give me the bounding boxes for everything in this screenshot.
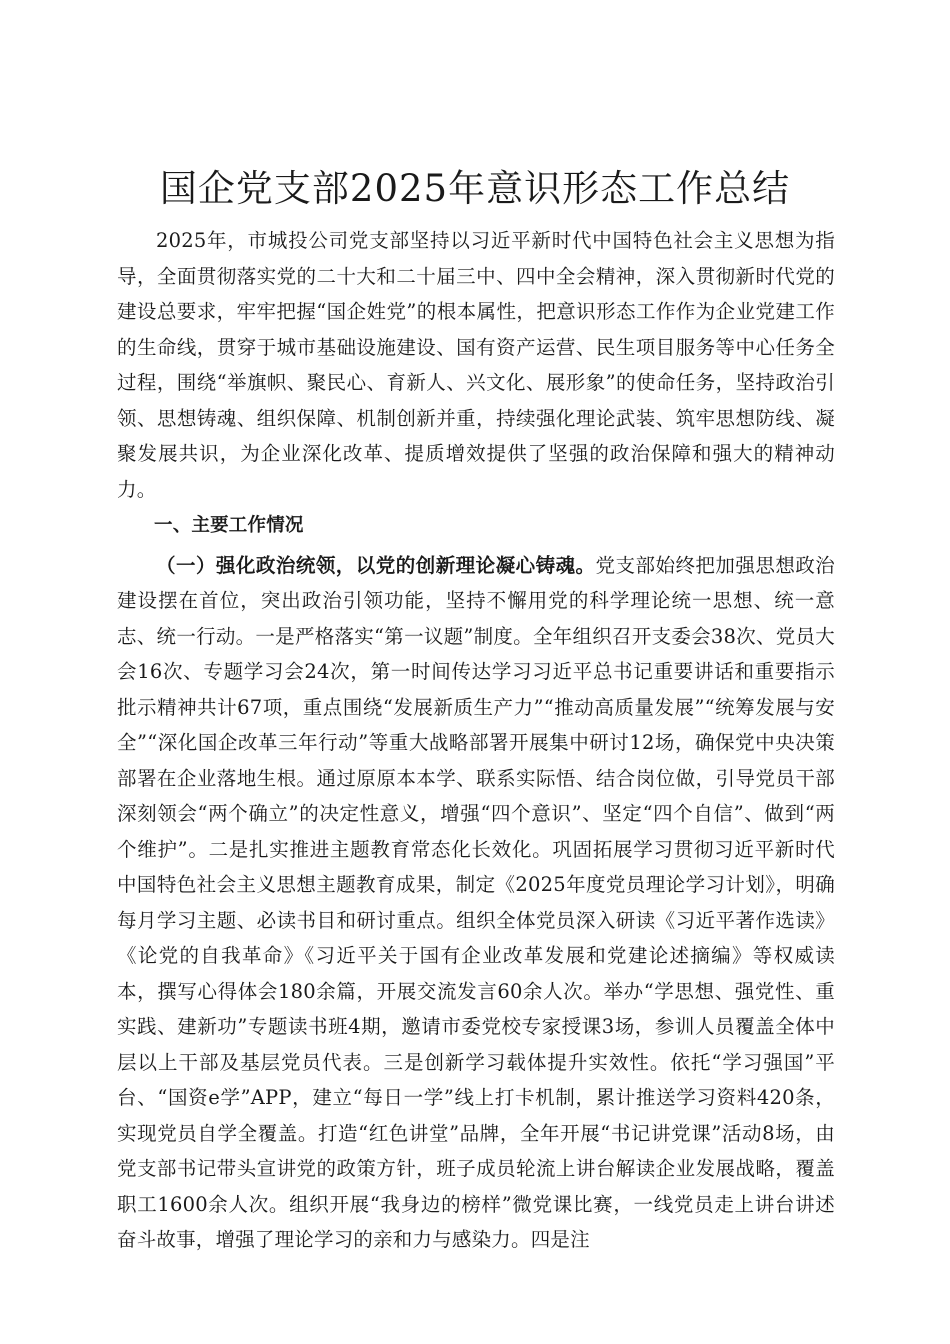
section-heading: 一、主要工作情况: [154, 515, 304, 536]
subsection-lead: （一）强化政治统领，以党的创新理论凝心铸魂。: [156, 553, 596, 577]
document-body: [117, 223, 835, 1258]
document-title: 国企党支部2025年意识形态工作总结: [159, 167, 791, 210]
intro-paragraph: 2025年，市城投公司党支部坚持以习近平新时代中国特色社会主义思想为指导，全面贯彻落实党的二十大和二十届三中、四中全会精神，深入贯彻新时代党的建设总要求，牢牢把握“国企姓党”的根本属性，把意识形态工作作为企业党建工作的生命线，贯穿于城市基础设施建设、国有资产运营、民生项目服务等中心任务全过程，围绕“举旗帜、聚民心、育新人、兴文化、展形象”的使命任务，坚持政治引领、思想铸魂、组织保障、机制创新并重，持续强化理论武装、筑牢思想防线、凝聚发展共识，为企业深化改革、提质增效提供了坚强的政治保障和强大的精神动力。: [117, 229, 835, 501]
subsection-body: 党支部始终把加强思想政治建设摆在首位，突出政治引领功能，坚持不懈用党的科学理论统一思想、统一意志、统一行动。一是严格落实“第一议题”制度。全年组织召开支委会38次、党员大会16次、专题学习会24次，第一时间传达学习习近平总书记重要讲话和重要指示批示精神共计67项，重点围绕“发展新质生产力”“推动高质量发展”“统筹发展与安全”“深化国企改革三年行动”等重大战略部署开展集中研讨12场，确保党中央决策部署在企业落地生根。通过原原本本学、联系实际悟、结合岗位做，引导党员干部深刻领会“两个确立”的决定性意义，增强“四个意识”、坚定“四个自信”、做到“两个维护”。二是扎实推进主题教育常态化长效化。巩固拓展学习贯彻习近平新时代中国特色社会主义思想主题教育成果，制定《2025年度党员理论学习计划》，明确每月学习主题、必读书目和研讨重点。组织全体党员深入研读《习近平著作选读》《论党的自我革命》《习近平关于国有企业改革发展和党建论述摘编》等权威读本，撰写心得体会180余篇，开展交流发言60余人次。举办“学思想、强党性、重实践、建新功”专题读书班4期，邀请市委党校专家授课3场，参训人员覆盖全体中层以上干部及基层党员代表。三是创新学习载体提升实效性。依托“学习强国”平台、“国资e学”APP，建立“每日一学”线上打卡机制，累计推送学习资料420条，实现党员自学全覆盖。打造“红色讲堂”品牌，全年开展“书记讲党课”活动8场，由党支部书记带头宣讲党的政策方针，班子成员轮流上讲台解读企业发展战略，覆盖职工1600余人次。组织开展“我身边的榜样”微党课比赛，一线党员走上讲台讲述奋斗故事，增强了理论学习的亲和力与感染力。四是注: [117, 553, 835, 1251]
subsection-paragraph: [117, 548, 835, 1258]
